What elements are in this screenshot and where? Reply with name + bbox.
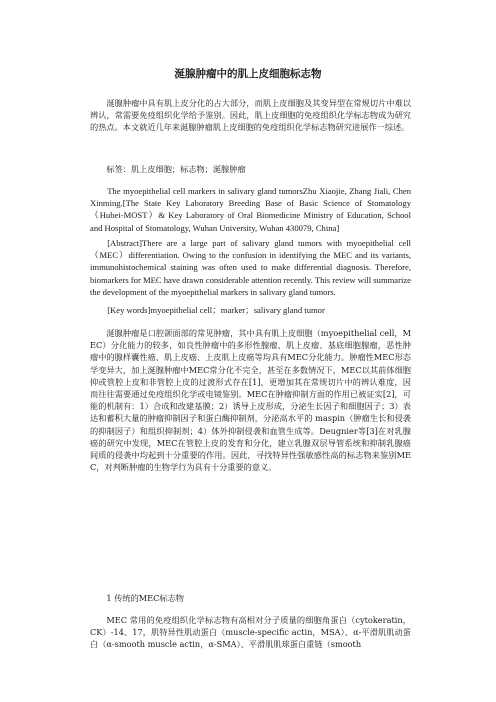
abstract-en: [Abstract]There are a large part of salivary gland tumors with myoepithelial cell（MEC）differentiation. Owing to the confusion in identifying the MEC and its variants, immunohistochemical staining was often used to make differential diagnosis. Therefore, biomarkers for MEC have drawn considerable attention recently. This review will summarize the development of the myoepithelial markers in salivary gland tumors. (90, 238, 411, 297)
abstract-cn: 涎腺肿瘤中具有肌上皮分化的占大部分，而肌上皮细胞及其变异型在常规切片中难以辨认，常需要免疫组织化学给予鉴别。因此，肌上皮细胞的免疫组织化学标志物成为研究的热点。本文就近几年来涎腺肿瘤肌上皮细胞的免疫组织化学标志物研究进展作一综述。 (90, 98, 411, 133)
section-heading: 1 传统的MEC标志物 (106, 593, 184, 603)
section-paragraph: MEC 常用的免疫组织化学标志物有高相对分子质量的细胞角蛋白（cytokeratin，CK）-14、17，肌特异性肌动蛋白（muscle-specific actin，MSA）、α-平滑肌肌动蛋白（α-smooth muscle actin，α-SMA）、平滑肌肌球蛋白重链（smooth (90, 615, 411, 650)
english-title-affiliation: The myoepithelial cell markers in salivary gland tumorsZhu Xiaojie, Zhang Jiali, Chen Xinming.[The State Key Laboratory Breeding Base of Basic Science of Stomatology（Hubei-MOST）& Key Laboratory of Oral Biomedicine Ministry of Education, School and Hospital of Stomatology, Wuhan University, Wuhan 430079, China] (90, 186, 411, 233)
keywords-en: [Key words]myoepithelial cell；marker；salivary gland tumor (107, 305, 325, 315)
keywords-cn: 标签：肌上皮细胞；标志物；涎腺肿瘤 (106, 164, 246, 174)
page-title: 涎腺肿瘤中的肌上皮细胞标志物 (174, 68, 322, 80)
body-paragraph: 涎腺肿瘤是口腔颌面部的常见肿瘤，其中具有肌上皮细胞（myoepithelial cell，MEC）分化能力的较多，如良性肿瘤中的多形性腺瘤、肌上皮瘤、基底细胞腺瘤，恶性肿瘤中的腺样囊性癌、肌上皮癌、上皮肌上皮癌等均具有MEC分化能力。肿瘤性MEC形态学变异大，加上涎腺肿瘤中MEC常分化不完全，甚至在多数情况下，MEC以其前体细胞抑或管腔上皮和非管腔上皮的过渡形式存在[1]，更增加其在常规切片中的辨认难度，因而往往需要通过免疫组织化学或电镜鉴别。MEC在肿瘤抑制方面的作用已被证实[2]，可能的机制有：1）合成和改建基膜；2）诱导上皮形成，分泌生长因子和细胞因子；3）表达和蓄积大量的肿瘤抑制因子和蛋白酶抑制剂，分泌高水平的 maspin（肿瘤生长和侵袭的抑制因子）和组织抑制剂；4）体外抑制侵袭和血管生成等。Deugnier等[3]在对乳腺癌的研究中发现，MEC在管腔上皮的发育和分化，建立乳腺双层导管系统和抑制乳腺癌间质的侵袭中均起到十分重要的作用。因此，寻找特异性强敏感性高的标志物来鉴别MEC，对判断肿瘤的生物学行为具有十分重要的意义。 (90, 328, 411, 473)
